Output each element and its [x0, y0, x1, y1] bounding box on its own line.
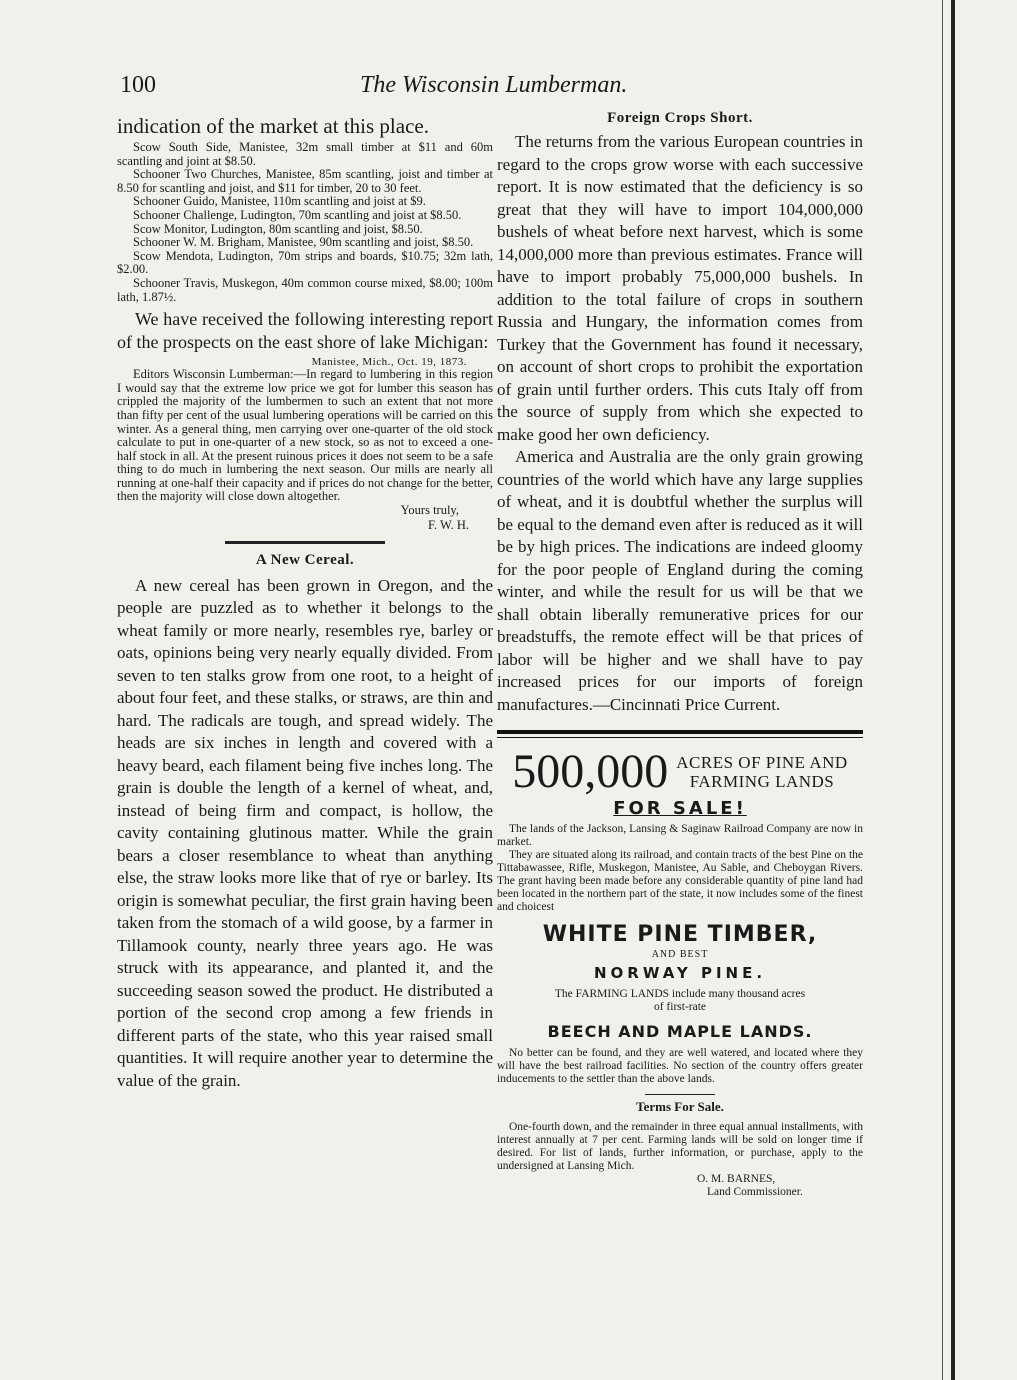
acreage-number: 500,000 — [512, 745, 669, 798]
report-intro-text: We have received the following interesting report of the prospects on the east shore of lake Michigan: — [117, 309, 493, 353]
farming-lands-line: of first-rate — [653, 1001, 707, 1013]
land-ad-banner — [497, 745, 863, 798]
terms-paragraph: One-fourth down, and the remainder in three equal annual installments, with interest annually at 7 per cent. Farming lands will be sold on longer time if desired. For list of lands, further information, or purchase, apply to the undersigned at Lansing Mich. — [497, 1121, 863, 1172]
lead-line: indication of the market at this place. — [117, 114, 429, 138]
ad-caption-line: ACRES OF PINE AND — [676, 753, 848, 772]
page-edge-line-thin — [942, 0, 943, 1380]
ad-paragraph: No better can be found, and they are well watered, and located where they will have the best railroad facilities. No section of the country offers greater inducements to the settler than the above lands. — [497, 1047, 863, 1085]
market-report-item: Scow Monitor, Ludington, 80m scantling and joist, $8.50. — [133, 221, 423, 236]
ad-body-2 — [497, 1047, 863, 1086]
ad-top-rule-thin — [497, 737, 863, 738]
ad-caption — [676, 753, 847, 791]
market-report-item: Schooner Travis, Muskegon, 40m common course mixed, $8.00; 100m lath, 1.87½. — [117, 275, 493, 304]
market-report-item: Schooner W. M. Brigham, Manistee, 90m scantling and joist, $8.50. — [133, 235, 474, 250]
for-sale-heading: FOR SALE! — [613, 798, 747, 819]
crops-paragraph: The returns from the various European countries in regard to the crops grow worse with each successive report. It is now estimated that the deficiency is so great that they will have to import 104,000,000 bushels of wheat before next harvest, which is some 14,000,000 more than previous estimates. France will have to import probably 75,000,000 bushels. In addition to the total failure of crops in southern Russia and Hungary, the information comes from Turkey that the Government has found it necessary, on account of short crops to prohibit the exportation of grain until further orders. This cuts Italy off from the source of supply from which she expected to make good her own deficiency. — [497, 132, 863, 444]
terms-divider — [645, 1094, 715, 1095]
market-report-item: Schooner Two Churches, Manistee, 85m scantling, joist and timber at 8.50 for scantling and joist, and $11 for timber, 20 to 30 feet. — [117, 167, 493, 195]
letter-body — [117, 368, 493, 504]
white-pine-heading: WHITE PINE TIMBER, — [542, 922, 818, 947]
cereal-article — [117, 575, 493, 1093]
page-number: 100 — [120, 72, 156, 98]
market-reports — [117, 141, 493, 304]
beech-maple-heading: BEECH AND MAPLE LANDS. — [547, 1022, 813, 1041]
ad-caption-line: FARMING LANDS — [689, 772, 835, 791]
ad-paragraph: The lands of the Jackson, Lansing & Saginaw Railroad Company are now in market. — [497, 823, 863, 848]
right-column — [497, 108, 863, 1308]
agent-title: Land Commissioner. — [707, 1186, 803, 1198]
and-best-label: AND BEST — [651, 949, 709, 960]
norway-pine-heading: NORWAY PINE. — [593, 964, 767, 982]
letter-text: Editors Wisconsin Lumberman:—In regard to lumbering in this region I would say that the extreme low price we got for lumber this season has crippled the majority of the lumbermen to such an extent that not more than fifty per cent of the usual lumbering operations will be carried on this winter. As a general thing, men carrying over one-quarter of the old stock calculate to put in one-quarter of a new stock, so as not to exceed a one-half stock in all. At the present ruinous prices it does not seem to be a safe thing to do much in lumbering the next season. Our mills are nearly all running at one-half their capacity and if prices do not change for the better, then the majority will close down altogether. — [117, 367, 493, 504]
crops-article — [497, 131, 863, 716]
cereal-heading: A New Cereal. — [255, 551, 355, 568]
report-intro — [117, 308, 493, 354]
section-divider — [225, 541, 385, 544]
market-report-item: Scow Mendota, Ludington, 70m strips and boards, $10.75; 32m lath, $2.00. — [117, 248, 493, 277]
letter-dateline: Manistee, Mich., Oct. 19, 1873. — [311, 356, 467, 369]
journal-title: The Wisconsin Lumberman. — [360, 72, 628, 98]
ad-top-rule — [497, 730, 863, 734]
page-edge-line — [951, 0, 955, 1380]
market-report-item: Schooner Challenge, Ludington, 70m scantling and joist at $8.50. — [133, 207, 462, 222]
letter-closing: Yours truly, — [400, 503, 459, 518]
ad-body — [497, 823, 863, 914]
market-report-item: Schooner Guido, Manistee, 110m scantling and joist at $9. — [133, 194, 426, 209]
terms-heading: Terms For Sale. — [636, 1099, 724, 1114]
page-header — [120, 72, 880, 102]
cereal-article-text: A new cereal has been grown in Oregon, and the people are puzzled as to whether it belongs to the wheat family or more nearly, resembles rye, barley or oats, opinions being very nearly equally divided. From seven to ten stalks grow from one root, to a height of about four feet, and these stalks, or straws, are thin and hard. The radicals are tough, and spread widely. The heads are six inches in length and covered with a heavy beard, each filament being five inches long. The grain is double the length of a kernel of wheat, and, instead of being firm and compact, is hollow, the cavity containing glutinous matter. While the grain bears a closer resemblance to wheat than anything else, the straw looks more like that of rye or barley. Its origin is somewhat peculiar, the first grain having been taken from the stomach of a wild goose, by a farmer in Tillamook county, nearly three years ago. He was struck with its appearance, and planted it, and the succeeding season sowed the product. He distributed a portion of the second crop among a few friends in different parts of the state, who this year raised small quantities. It will require another year to determine the value of the grain. — [117, 575, 493, 1090]
terms-body — [497, 1121, 863, 1173]
agent-name: O. M. BARNES, — [697, 1173, 776, 1185]
ad-paragraph: They are situated along its railroad, and contain tracts of the best Pine on the Tittabawassee, Rifle, Muskegon, Manistee, Au Sable, and Cheboygan Rivers. The grant having been made before any considerable quantity of pine land had been located in the northern part of the state, it now includes some of the finest and choicest — [497, 849, 863, 913]
letter-signature: F. W. H. — [427, 517, 469, 532]
left-column — [117, 108, 493, 1308]
market-report-item: Scow South Side, Manistee, 32m small timber at $11 and 60m scantling and joint at $8.50. — [117, 140, 493, 168]
crops-heading: Foreign Crops Short. — [607, 110, 753, 126]
crops-paragraph: America and Australia are the only grain growing countries of the world which have any large supplies of wheat, and it is doubtful whether the surplus will be equal to the demand even after is reduced as it will be by high prices. The indications are indeed gloomy for the poor people of England during the coming winter, and while the result for us will be that we shall obtain liberally remunerative prices for our breadstuffs, the remote effect will be that prices of labor will be higher and we shall have to pay increased prices for our imports of foreign manufactures.—Cincinnati Price Current. — [497, 447, 863, 714]
farming-lands-line: The FARMING LANDS include many thousand acres — [554, 988, 806, 1000]
